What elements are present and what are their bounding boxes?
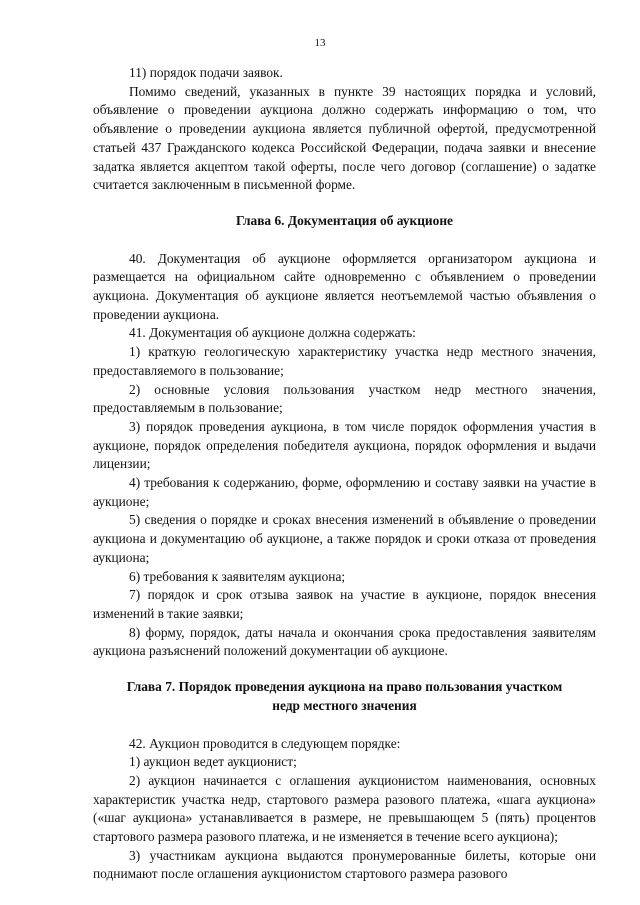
list-item: 2) основные условия пользования участком недр местного значения, предоставляемым в пользование; <box>93 381 596 416</box>
list-item: 6) требования к заявителям аукциона; <box>129 568 346 584</box>
list-item: 3) участникам аукциона выдаются пронумерованные билеты, которые они поднимают после оглашения аукционистом стартового размера разового <box>93 847 596 882</box>
chapter-heading: Глава 7. Порядок проведения аукциона на право пользования участком недр местного значения <box>126 679 563 713</box>
document-body <box>93 64 596 884</box>
list-item: 1) аукцион ведет аукционист; <box>129 754 297 770</box>
list-item: 2) аукцион начинается с оглашения аукционистом наименования, основных характеристик участка недр, стартового размера разового платежа, «шага аукциона» («шаг аукциона» устанавливается в размере, не превышающем 5 (пять) процентов стартового размера разового платежа, и не изменяется в течение всего аукциона); <box>93 772 596 845</box>
list-item: 3) порядок проведения аукциона, в том числе порядок оформления участия в аукционе, порядок определения победителя аукциона, порядок оформления и выдачи лицензии; <box>93 418 596 472</box>
list-item: 4) требования к содержанию, форме, оформлению и составу заявки на участие в аукционе; <box>93 475 596 509</box>
paragraph: 42. Аукцион проводится в следующем порядке: <box>129 735 401 751</box>
paragraph: Помимо сведений, указанных в пункте 39 настоящих порядка и условий, объявление о проведении аукциона должно содержать информацию о том, что объявление о проведении аукциона является публичной офертой, предусмотренной статьей 437 Гражданского кодекса Российской Федерации, подача заявки и внесение задатка является акцептом такой оферты, после чего договор (соглашение) о задатке считается заключенным в письменной форме. <box>93 83 596 193</box>
page-number: 13 <box>314 37 326 49</box>
list-item: 5) сведения о порядке и сроках внесения изменений в объявление о проведении аукциона и документацию об аукционе, а также порядок и сроки отказа от проведения аукциона; <box>93 512 596 565</box>
list-item: 1) краткую геологическую характеристику участка недр местного значения, предоставляемого в пользование; <box>93 344 596 378</box>
paragraph: 11) порядок подачи заявок. <box>129 65 283 80</box>
paragraph: 40. Документация об аукционе оформляется организатором аукциона и размещается на официальном сайте одновременно с объявлением о проведении аукциона. Документация об аукционе является неотъемлемой частью объявления о проведении аукциона. <box>93 250 596 322</box>
chapter-heading: Глава 6. Документация об аукционе <box>235 212 454 228</box>
list-item: 7) порядок и срок отзыва заявок на участие в аукционе, порядок внесения изменений в такие заявки; <box>93 587 596 621</box>
list-item: 8) форму, порядок, даты начала и окончания срока предоставления заявителям аукциона разъяснений положений документации об аукционе. <box>93 624 596 659</box>
paragraph: 41. Документация об аукционе должна содержать: <box>129 325 416 341</box>
